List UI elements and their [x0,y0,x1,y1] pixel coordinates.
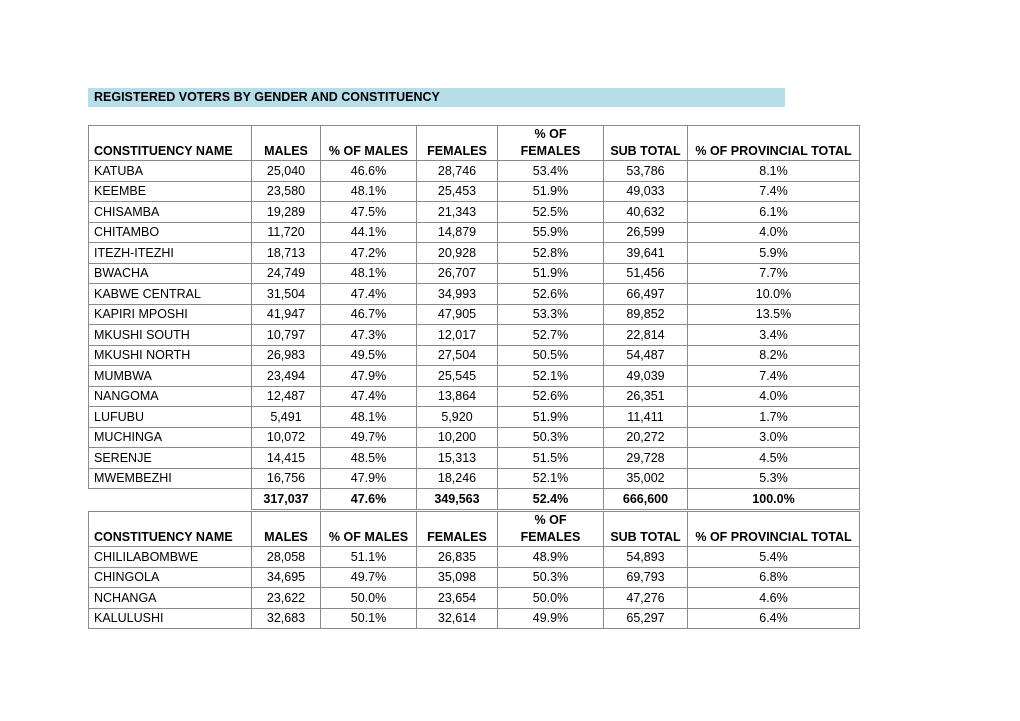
cell-females: 13,864 [417,386,498,407]
cell-pct-males: 47.5% [321,202,417,223]
cell-sub-total: 53,786 [604,161,688,182]
cell-pct-males: 48.1% [321,181,417,202]
table-row [89,243,860,264]
cell-sub-total: 29,728 [604,448,688,469]
cell-pct-males: 48.1% [321,263,417,284]
cell-sub-total: 26,351 [604,386,688,407]
total-cell-sub-total: 666,600 [604,489,688,510]
cell-males: 26,983 [252,345,321,366]
cell-pct-females: 52.8% [498,243,604,264]
cell-pct-provincial: 5.3% [688,468,860,489]
cell-pct-provincial: 13.5% [688,304,860,325]
cell-males: 32,683 [252,608,321,629]
cell-pct-provincial: 6.4% [688,608,860,629]
copperbelt-province-table [88,511,860,629]
cell-sub-total: 69,793 [604,567,688,588]
cell-pct-females: 49.9% [498,608,604,629]
cell-pct-males: 50.0% [321,588,417,609]
cell-males: 41,947 [252,304,321,325]
table-row [89,547,860,568]
header-sub-total: SUB TOTAL [604,512,688,547]
cell-males: 28,058 [252,547,321,568]
cell-pct-provincial: 7.4% [688,366,860,387]
cell-constituency-name: KABWE CENTRAL [89,284,252,305]
cell-pct-provincial: 3.0% [688,427,860,448]
cell-pct-males: 47.4% [321,386,417,407]
cell-pct-provincial: 3.4% [688,325,860,346]
table-row [89,161,860,182]
cell-constituency-name: BWACHA [89,263,252,284]
cell-pct-males: 44.1% [321,222,417,243]
cell-sub-total: 54,487 [604,345,688,366]
cell-females: 25,545 [417,366,498,387]
cell-females: 25,453 [417,181,498,202]
cell-females: 15,313 [417,448,498,469]
cell-sub-total: 47,276 [604,588,688,609]
cell-pct-males: 49.7% [321,427,417,448]
total-cell-females: 349,563 [417,489,498,510]
cell-sub-total: 35,002 [604,468,688,489]
table-row [89,202,860,223]
cell-sub-total: 40,632 [604,202,688,223]
cell-males: 31,504 [252,284,321,305]
table-row [89,181,860,202]
cell-males: 12,487 [252,386,321,407]
cell-pct-females: 52.7% [498,325,604,346]
cell-females: 12,017 [417,325,498,346]
cell-pct-males: 47.9% [321,366,417,387]
cell-males: 10,797 [252,325,321,346]
cell-males: 11,720 [252,222,321,243]
cell-pct-provincial: 4.6% [688,588,860,609]
cell-pct-males: 46.7% [321,304,417,325]
cell-males: 25,040 [252,161,321,182]
cell-pct-females: 50.0% [498,588,604,609]
cell-sub-total: 20,272 [604,427,688,448]
cell-pct-females: 51.9% [498,407,604,428]
table-row [89,468,860,489]
cell-females: 26,835 [417,547,498,568]
header-row [89,512,860,547]
cell-constituency-name: MKUSHI NORTH [89,345,252,366]
cell-females: 23,654 [417,588,498,609]
header-males: MALES [252,512,321,547]
cell-sub-total: 11,411 [604,407,688,428]
cell-pct-provincial: 4.0% [688,222,860,243]
cell-females: 47,905 [417,304,498,325]
cell-constituency-name: KATUBA [89,161,252,182]
cell-constituency-name: SERENJE [89,448,252,469]
cell-pct-females: 52.1% [498,468,604,489]
total-row [89,489,860,510]
table-row [89,284,860,305]
header-pct-provincial: % OF PROVINCIAL TOTAL [688,126,860,161]
cell-constituency-name: NCHANGA [89,588,252,609]
cell-constituency-name: KEEMBE [89,181,252,202]
cell-pct-females: 53.4% [498,161,604,182]
cell-sub-total: 89,852 [604,304,688,325]
cell-pct-males: 47.2% [321,243,417,264]
total-label-cell [89,489,252,510]
header-males: MALES [252,126,321,161]
header-pct-females: % OF FEMALES [498,512,604,547]
report-title: REGISTERED VOTERS BY GENDER AND CONSTITUENCY [88,88,785,107]
cell-males: 34,695 [252,567,321,588]
cell-pct-males: 50.1% [321,608,417,629]
cell-females: 21,343 [417,202,498,223]
cell-sub-total: 39,641 [604,243,688,264]
cell-males: 24,749 [252,263,321,284]
table-row [89,386,860,407]
cell-females: 32,614 [417,608,498,629]
cell-pct-females: 52.1% [498,366,604,387]
central-province-table [88,125,860,510]
cell-pct-provincial: 5.4% [688,547,860,568]
cell-sub-total: 66,497 [604,284,688,305]
cell-pct-males: 47.9% [321,468,417,489]
cell-pct-females: 55.9% [498,222,604,243]
table-row [89,588,860,609]
table-row [89,448,860,469]
table-row [89,345,860,366]
cell-constituency-name: MWEMBEZHI [89,468,252,489]
cell-females: 18,246 [417,468,498,489]
cell-sub-total: 49,033 [604,181,688,202]
cell-pct-females: 52.6% [498,284,604,305]
table-row [89,263,860,284]
header-pct-males: % OF MALES [321,512,417,547]
total-cell-pct-provincial: 100.0% [688,489,860,510]
cell-constituency-name: MUCHINGA [89,427,252,448]
header-sub-total: SUB TOTAL [604,126,688,161]
cell-pct-males: 47.4% [321,284,417,305]
cell-pct-females: 52.5% [498,202,604,223]
cell-pct-males: 49.5% [321,345,417,366]
table-row [89,608,860,629]
cell-males: 18,713 [252,243,321,264]
cell-pct-females: 51.9% [498,263,604,284]
cell-pct-provincial: 1.7% [688,407,860,428]
cell-pct-males: 48.1% [321,407,417,428]
cell-pct-females: 53.3% [498,304,604,325]
cell-constituency-name: ITEZH-ITEZHI [89,243,252,264]
cell-sub-total: 65,297 [604,608,688,629]
cell-constituency-name: KALULUSHI [89,608,252,629]
cell-males: 23,622 [252,588,321,609]
cell-pct-provincial: 7.4% [688,181,860,202]
cell-constituency-name: MUMBWA [89,366,252,387]
cell-females: 35,098 [417,567,498,588]
cell-constituency-name: CHILILABOMBWE [89,547,252,568]
header-pct-males: % OF MALES [321,126,417,161]
cell-sub-total: 54,893 [604,547,688,568]
table-row [89,222,860,243]
table-row [89,325,860,346]
cell-pct-provincial: 8.1% [688,161,860,182]
header-pct-provincial: % OF PROVINCIAL TOTAL [688,512,860,547]
cell-females: 26,707 [417,263,498,284]
cell-pct-provincial: 10.0% [688,284,860,305]
cell-males: 16,756 [252,468,321,489]
cell-females: 20,928 [417,243,498,264]
cell-pct-males: 49.7% [321,567,417,588]
cell-females: 5,920 [417,407,498,428]
table-row [89,407,860,428]
table-row [89,427,860,448]
header-row [89,126,860,161]
header-pct-females: % OF FEMALES [498,126,604,161]
cell-males: 23,580 [252,181,321,202]
header-females: FEMALES [417,512,498,547]
cell-pct-females: 50.5% [498,345,604,366]
cell-pct-provincial: 7.7% [688,263,860,284]
cell-sub-total: 26,599 [604,222,688,243]
cell-pct-females: 48.9% [498,547,604,568]
cell-sub-total: 22,814 [604,325,688,346]
cell-pct-females: 50.3% [498,427,604,448]
header-constituency-name: CONSTITUENCY NAME [89,512,252,547]
cell-males: 5,491 [252,407,321,428]
cell-constituency-name: CHINGOLA [89,567,252,588]
cell-pct-provincial: 5.9% [688,243,860,264]
cell-sub-total: 49,039 [604,366,688,387]
cell-females: 28,746 [417,161,498,182]
cell-females: 14,879 [417,222,498,243]
cell-males: 14,415 [252,448,321,469]
cell-females: 10,200 [417,427,498,448]
cell-constituency-name: MKUSHI SOUTH [89,325,252,346]
total-cell-males: 317,037 [252,489,321,510]
cell-constituency-name: LUFUBU [89,407,252,428]
cell-pct-females: 51.9% [498,181,604,202]
cell-males: 23,494 [252,366,321,387]
cell-pct-provincial: 6.8% [688,567,860,588]
cell-pct-males: 46.6% [321,161,417,182]
cell-constituency-name: NANGOMA [89,386,252,407]
header-females: FEMALES [417,126,498,161]
cell-constituency-name: CHISAMBA [89,202,252,223]
cell-sub-total: 51,456 [604,263,688,284]
cell-pct-provincial: 4.5% [688,448,860,469]
cell-pct-males: 48.5% [321,448,417,469]
cell-pct-provincial: 4.0% [688,386,860,407]
cell-pct-provincial: 8.2% [688,345,860,366]
table-row [89,304,860,325]
table-row [89,567,860,588]
header-constituency-name: CONSTITUENCY NAME [89,126,252,161]
cell-pct-males: 47.3% [321,325,417,346]
cell-pct-males: 51.1% [321,547,417,568]
cell-pct-provincial: 6.1% [688,202,860,223]
cell-constituency-name: KAPIRI MPOSHI [89,304,252,325]
cell-females: 34,993 [417,284,498,305]
cell-pct-females: 51.5% [498,448,604,469]
cell-pct-females: 50.3% [498,567,604,588]
total-cell-pct-females: 52.4% [498,489,604,510]
cell-males: 10,072 [252,427,321,448]
total-cell-pct-males: 47.6% [321,489,417,510]
cell-pct-females: 52.6% [498,386,604,407]
cell-females: 27,504 [417,345,498,366]
table-row [89,366,860,387]
cell-males: 19,289 [252,202,321,223]
cell-constituency-name: CHITAMBO [89,222,252,243]
